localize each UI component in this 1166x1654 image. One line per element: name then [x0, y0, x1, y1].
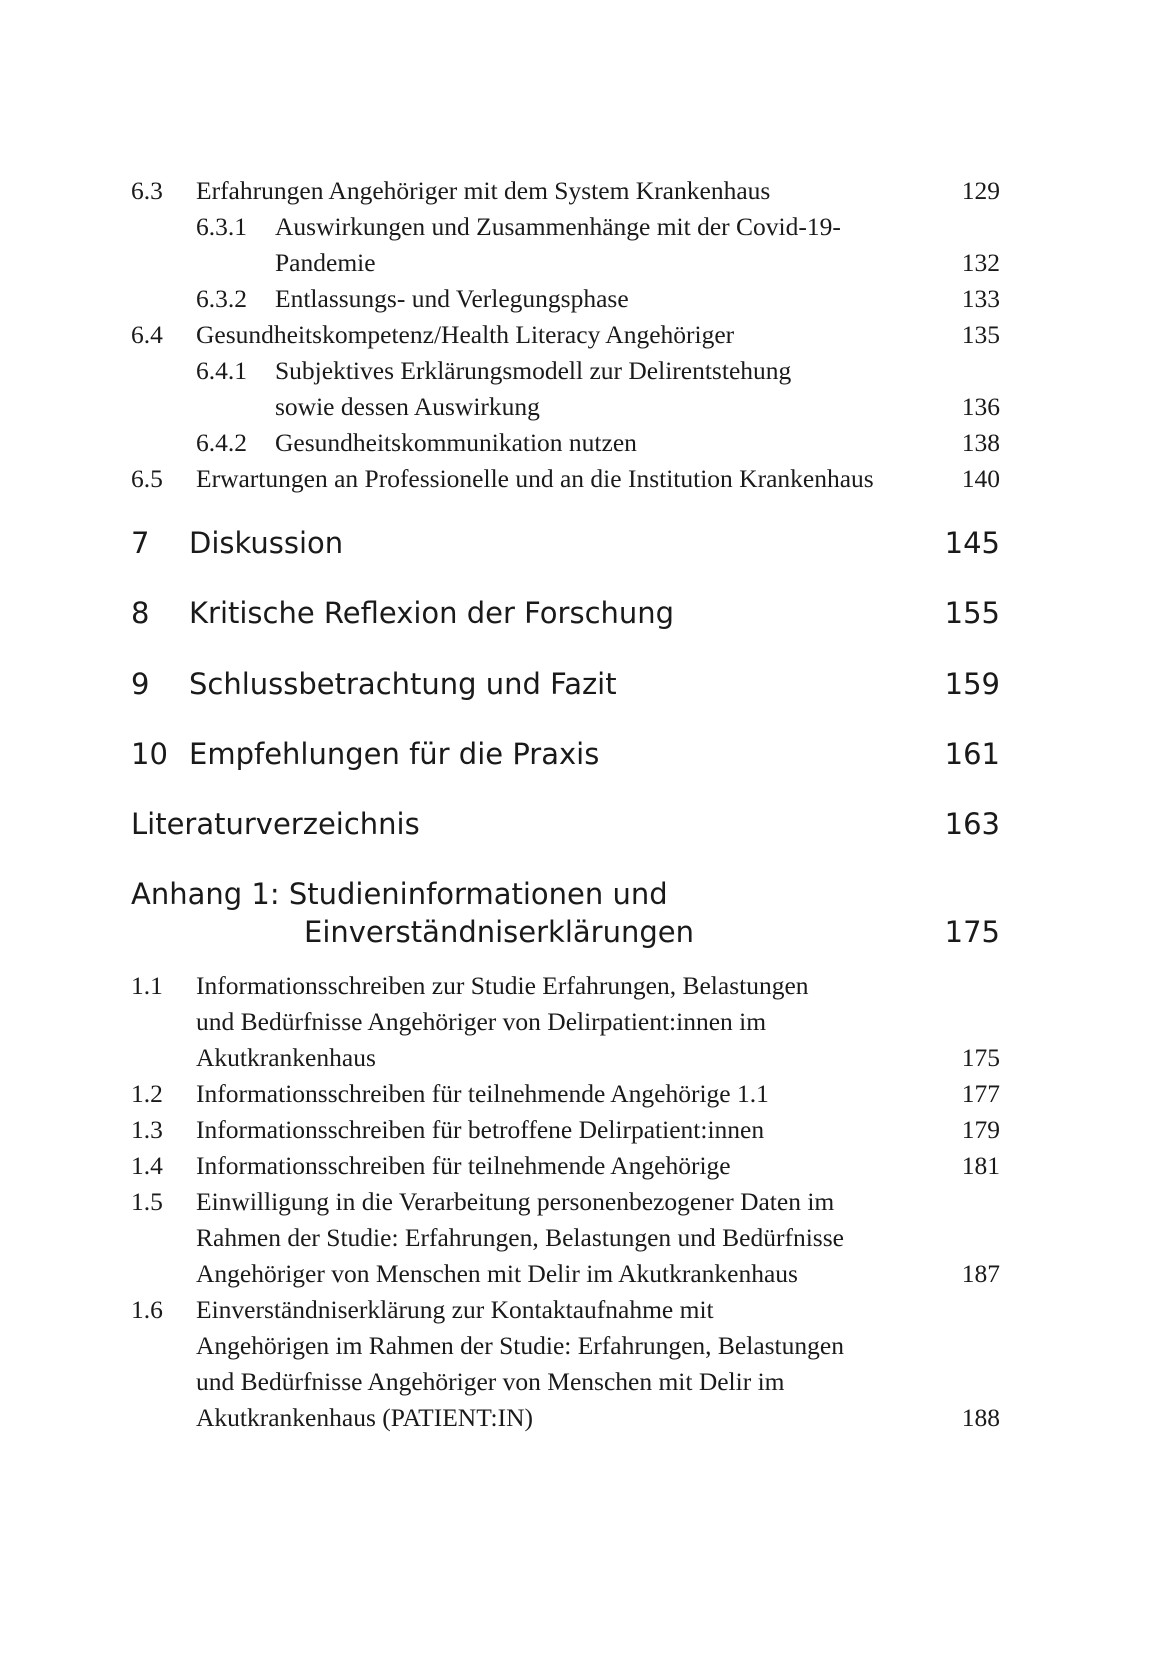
chapter-title: Kritische Reflexion der Forschung [189, 596, 675, 630]
entry-number: 1.6 [131, 1295, 163, 1324]
entry-number: 6.4.2 [196, 428, 247, 457]
entry-title: Einverständniserklärung zur Kontaktaufnahme mit [196, 1295, 714, 1324]
entry-number: 1.2 [131, 1079, 163, 1108]
chapter-number: 8 [131, 596, 150, 630]
entry-title: Erfahrungen Angehöriger mit dem System Krankenhaus [196, 176, 771, 205]
entry-title: Subjektives Erklärungsmodell zur Delirentstehung [275, 356, 792, 385]
entry-title: Informationsschreiben für teilnehmende Angehörige [196, 1151, 731, 1180]
entry-title: Entlassungs- und Verlegungsphase [275, 284, 629, 313]
entry-title: Einwilligung in die Verarbeitung personenbezogener Daten im [196, 1187, 835, 1216]
entry-number: 6.3 [131, 176, 163, 205]
chapter-number: 9 [131, 667, 150, 701]
chapter-number: 10 [131, 737, 168, 771]
entry-number: 6.3.1 [196, 212, 247, 241]
chapter-page: 159 [944, 667, 1000, 701]
entry-number: 6.5 [131, 464, 163, 493]
entry-page: 135 [961, 320, 1000, 349]
entry-page: 136 [961, 392, 1000, 421]
entry-number: 1.1 [131, 971, 163, 1000]
entry-title-cont: und Bedürfnisse Angehöriger von Delirpatient:innen im [196, 1007, 767, 1036]
entry-page: 179 [961, 1115, 1000, 1144]
entry-title: Erwartungen an Professionelle und an die Institution Krankenhaus [196, 464, 874, 493]
chapter-title: Literaturverzeichnis [131, 807, 420, 841]
entry-title-cont: sowie dessen Auswirkung [275, 392, 540, 421]
entry-page: 129 [961, 176, 1000, 205]
entry-page: 187 [961, 1259, 1000, 1288]
entry-page: 177 [961, 1079, 1000, 1108]
entry-number: 1.3 [131, 1115, 163, 1144]
chapter-title: Schlussbetrachtung und Fazit [189, 667, 617, 701]
entry-title: Informationsschreiben für teilnehmende Angehörige 1.1 [196, 1079, 769, 1108]
appendix-title-cont: Einverständniserklärungen [304, 915, 694, 949]
entry-page: 188 [961, 1403, 1000, 1432]
entry-page: 181 [961, 1151, 1000, 1180]
entry-page: 138 [961, 428, 1000, 457]
chapter-title: Diskussion [189, 526, 344, 560]
entry-page: 175 [961, 1043, 1000, 1072]
entry-title-cont: und Bedürfnisse Angehöriger von Menschen mit Delir im [196, 1367, 785, 1396]
entry-title: Gesundheitskommunikation nutzen [275, 428, 637, 457]
entry-title: Auswirkungen und Zusammenhänge mit der Covid-19- [275, 212, 841, 241]
entry-page: 140 [961, 464, 1000, 493]
entry-title: Gesundheitskompetenz/Health Literacy Angehöriger [196, 320, 735, 349]
entry-number: 6.4 [131, 320, 163, 349]
chapter-title: Empfehlungen für die Praxis [189, 737, 600, 771]
entry-title-cont: Angehöriger von Menschen mit Delir im Akutkrankenhaus [196, 1259, 798, 1288]
entry-title-cont: Rahmen der Studie: Erfahrungen, Belastungen und Bedürfnisse [196, 1223, 844, 1252]
entry-title: Informationsschreiben zur Studie Erfahrungen, Belastungen [196, 971, 809, 1000]
entry-number: 1.4 [131, 1151, 163, 1180]
entry-number: 6.3.2 [196, 284, 247, 313]
entry-title-cont: Akutkrankenhaus [196, 1043, 376, 1072]
entry-page: 132 [961, 248, 1000, 277]
entry-title-cont: Angehörigen im Rahmen der Studie: Erfahrungen, Belastungen [196, 1331, 844, 1360]
chapter-page: 145 [944, 526, 1000, 560]
chapter-page: 163 [944, 807, 1000, 841]
chapter-page: 161 [944, 737, 1000, 771]
appendix-title: Anhang 1: Studieninformationen und [131, 877, 668, 911]
appendix-page: 175 [944, 915, 1000, 949]
chapter-number: 7 [131, 526, 150, 560]
entry-title-cont: Pandemie [275, 248, 376, 277]
chapter-page: 155 [944, 596, 1000, 630]
entry-title-cont: Akutkrankenhaus (PATIENT:IN) [196, 1403, 534, 1432]
entry-title: Informationsschreiben für betroffene Delirpatient:innen [196, 1115, 765, 1144]
entry-number: 1.5 [131, 1187, 163, 1216]
entry-page: 133 [961, 284, 1000, 313]
entry-number: 6.4.1 [196, 356, 247, 385]
